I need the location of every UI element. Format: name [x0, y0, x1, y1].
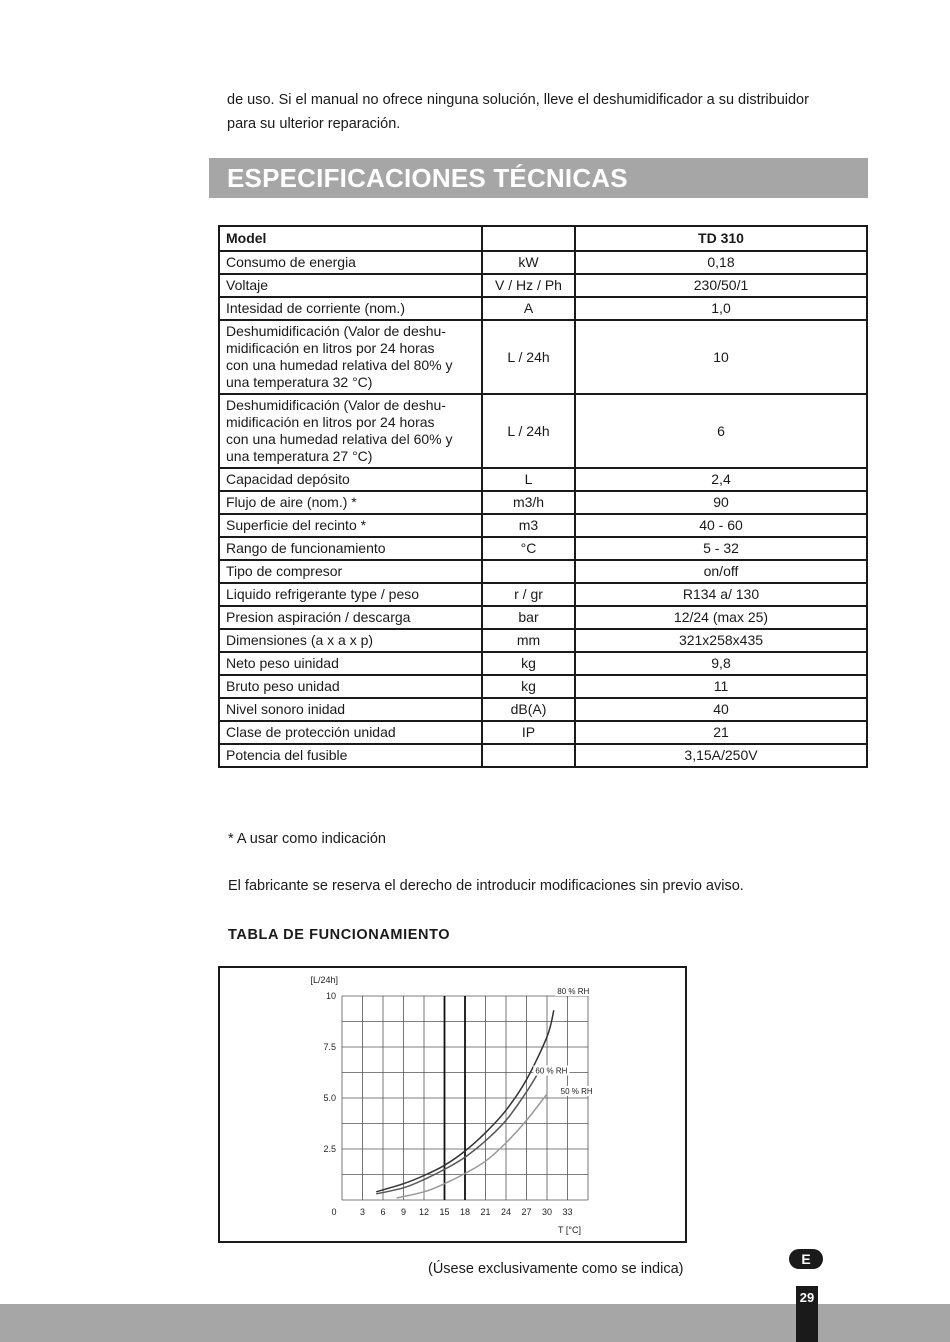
table-row [219, 537, 867, 560]
language-badge: E [789, 1249, 823, 1269]
spec-label: Deshumidificación (Valor de deshu- midificación en litros por 24 horas con una humedad relativa del 80% y una temperatura 32 °C) [219, 320, 482, 394]
spec-label: Dimensiones (a x a x p) [219, 629, 482, 652]
spec-unit: L / 24h [482, 394, 575, 468]
spec-label: Liquido refrigerante type / peso [219, 583, 482, 606]
spec-unit: L [482, 468, 575, 491]
spec-value: 21 [575, 721, 867, 744]
chart-frame [219, 967, 686, 1242]
spec-unit: A [482, 297, 575, 320]
table-row [219, 560, 867, 583]
spec-value: on/off [575, 560, 867, 583]
x-tick-label: 24 [500, 1207, 512, 1217]
section-title: ESPECIFICACIONES TÉCNICAS [209, 158, 868, 198]
spec-unit: bar [482, 606, 575, 629]
table-row [219, 583, 867, 606]
spec-value: 3,15A/250V [575, 744, 867, 767]
spec-unit: r / gr [482, 583, 575, 606]
spec-value: 12/24 (max 25) [575, 606, 867, 629]
table-row [219, 274, 867, 297]
spec-unit: kg [482, 675, 575, 698]
spec-label: Deshumidificación (Valor de deshu- midificación en litros por 24 horas con una humedad relativa del 60% y una temperatura 27 °C) [219, 394, 482, 468]
page-number: 29 [796, 1286, 818, 1342]
spec-value: 90 [575, 491, 867, 514]
x-tick-label: 18 [459, 1207, 471, 1217]
series-label: 80 % RH [557, 986, 590, 996]
spec-unit: °C [482, 537, 575, 560]
spec-value: 0,18 [575, 251, 867, 274]
header-value: TD 310 [575, 226, 867, 251]
header-unit [482, 226, 575, 251]
spec-label: Flujo de aire (nom.) * [219, 491, 482, 514]
spec-value: R134 a/ 130 [575, 583, 867, 606]
table-row [219, 320, 867, 394]
table-row [219, 744, 867, 767]
spec-label: Consumo de energia [219, 251, 482, 274]
x-tick-label: 9 [400, 1207, 407, 1217]
x-tick-label: 30 [541, 1207, 553, 1217]
x-tick-label: 21 [480, 1207, 491, 1217]
spec-unit: IP [482, 721, 575, 744]
spec-value: 10 [575, 320, 867, 394]
table-header-row [219, 226, 867, 251]
performance-chart-svg [218, 966, 687, 1243]
table-row [219, 251, 867, 274]
spec-value: 6 [575, 394, 867, 468]
spec-unit: mm [482, 629, 575, 652]
table-row [219, 491, 867, 514]
x-tick-label: 27 [521, 1207, 532, 1217]
chart-heading: TABLA DE FUNCIONAMIENTO [228, 927, 451, 943]
intro-line-2: para su ulterior reparación. [227, 116, 401, 132]
spec-unit: L / 24h [482, 320, 575, 394]
header-label: Model [219, 226, 482, 251]
spec-value: 40 [575, 698, 867, 721]
x-tick-label: 3 [359, 1207, 366, 1217]
y-tick-label: 10 [325, 991, 336, 1001]
table-row [219, 468, 867, 491]
spec-value: 230/50/1 [575, 274, 867, 297]
x-origin-label: 0 [331, 1207, 337, 1217]
performance-chart [218, 966, 687, 1243]
x-tick-label: 15 [439, 1207, 450, 1217]
spec-label: Potencia del fusible [219, 744, 482, 767]
spec-value: 11 [575, 675, 867, 698]
table-row [219, 514, 867, 537]
spec-unit [482, 560, 575, 583]
spec-value: 2,4 [575, 468, 867, 491]
table-row [219, 394, 867, 468]
spec-unit: kg [482, 652, 575, 675]
table-row [219, 606, 867, 629]
y-tick-label: 7.5 [323, 1042, 336, 1052]
spec-label: Clase de protección unidad [219, 721, 482, 744]
spec-value: 1,0 [575, 297, 867, 320]
spec-value: 5 - 32 [575, 537, 867, 560]
x-tick-label: 12 [418, 1207, 430, 1217]
series-label: 50 % RH [560, 1086, 593, 1096]
x-tick-label: 33 [562, 1207, 573, 1217]
spec-label: Presion aspiración / descarga [219, 606, 482, 629]
table-row [219, 698, 867, 721]
x-tick-label: 6 [380, 1207, 386, 1217]
spec-unit: V / Hz / Ph [482, 274, 575, 297]
table-row [219, 297, 867, 320]
specifications-table [218, 225, 868, 768]
spec-label: Tipo de compresor [219, 560, 482, 583]
spec-label: Capacidad depósito [219, 468, 482, 491]
footnote: * A usar como indicación [228, 831, 386, 847]
spec-value: 40 - 60 [575, 514, 867, 537]
spec-unit: m3/h [482, 491, 575, 514]
series-label: 60 % RH [535, 1066, 568, 1076]
x-axis-title: T [°C] [558, 1225, 581, 1235]
spec-label: Bruto peso unidad [219, 675, 482, 698]
table-row [219, 629, 867, 652]
y-tick-label: 2.5 [323, 1144, 336, 1154]
y-axis-title: [L/24h] [310, 975, 338, 985]
spec-value: 9,8 [575, 652, 867, 675]
table-row [219, 721, 867, 744]
y-tick-label: 5.0 [323, 1093, 336, 1103]
spec-label: Voltaje [219, 274, 482, 297]
spec-unit: m3 [482, 514, 575, 537]
spec-label: Nivel sonoro inidad [219, 698, 482, 721]
spec-unit [482, 744, 575, 767]
intro-line-1: de uso. Si el manual no ofrece ninguna solución, lleve el deshumidificador a su distribuidor [227, 92, 809, 108]
spec-value: 321x258x435 [575, 629, 867, 652]
intro-paragraph [227, 88, 877, 136]
table-row [219, 675, 867, 698]
table-row [219, 652, 867, 675]
spec-label: Neto peso uinidad [219, 652, 482, 675]
spec-label: Rango de funcionamiento [219, 537, 482, 560]
spec-unit: kW [482, 251, 575, 274]
spec-label: Superficie del recinto * [219, 514, 482, 537]
spec-label: Intesidad de corriente (nom.) [219, 297, 482, 320]
spec-unit: dB(A) [482, 698, 575, 721]
usage-note: (Úsese exclusivamente como se indica) [428, 1261, 684, 1277]
disclaimer: El fabricante se reserva el derecho de introducir modificaciones sin previo aviso. [228, 878, 744, 894]
